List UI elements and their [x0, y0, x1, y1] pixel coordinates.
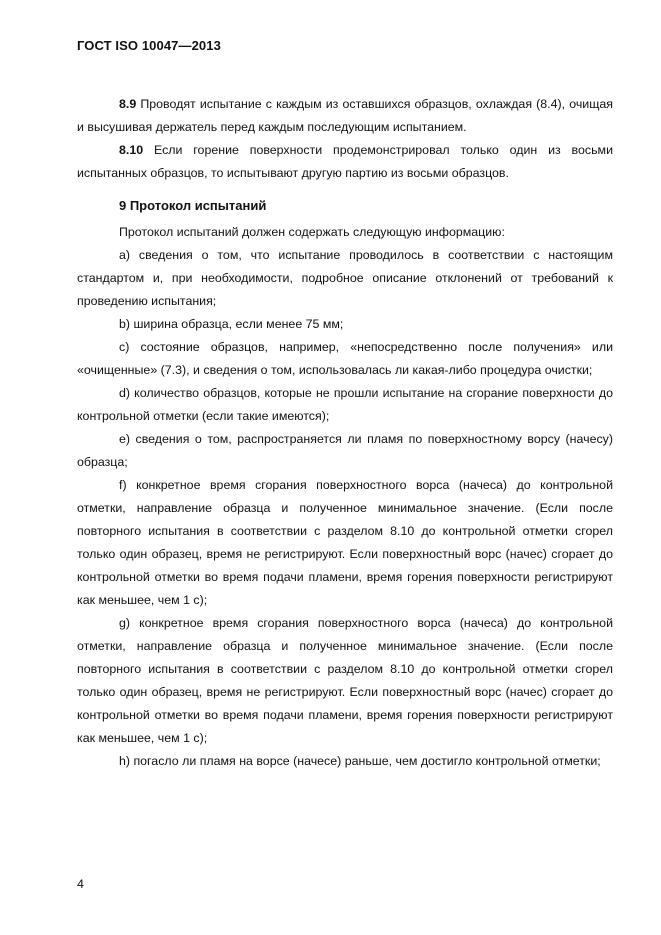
- section-title: 9 Протокол испытаний: [119, 198, 267, 213]
- list-item-g: g) конкретное время сгорания поверхностного ворса (начеса) до контрольной отметки, направление образца и полученное минимальное значение. (Если после повторного испытания в соответствии с разделом 8.10 до контрольной отметки сгорел только один образец, время не регистрируют. Если поверхностный ворс (начес) сгорает до контрольной отметки во время подачи пламени, время горения поверхности регистрируют как меньшее, чем 1 с);: [77, 616, 613, 745]
- list-item-d: d) количество образцов, которые не прошли испытание на сгорание поверхности до контрольной отметки (если такие имеются);: [77, 386, 613, 423]
- list-item-b: b) ширина образца, если менее 75 мм;: [119, 317, 344, 331]
- clause-8-10: [77, 139, 613, 185]
- list-item-c: c) состояние образцов, например, «непосредственно после получения» или «очищенные» (7.3), и сведения о том, использовалась ли какая-либо процедура очистки;: [77, 340, 613, 377]
- list-item-e: e) сведения о том, распространяется ли пламя по поверхностному ворсу (начесу) образца;: [77, 432, 613, 469]
- clause-8-9: [77, 93, 613, 139]
- page-number: 4: [77, 877, 84, 891]
- clause-number: 8.10: [119, 143, 144, 157]
- list-item-f: f) конкретное время сгорания поверхностного ворса (начеса) до контрольной отметки, направление образца и полученное минимальное значение. (Если после повторного испытания в соответствии с разделом 8.10 до контрольной отметки сгорел только один образец, время не регистрируют. Если поверхностный ворс (начес) сгорает до контрольной отметки во время подачи пламени, время горения поверхности регистрируют как меньшее, чем 1 с);: [77, 478, 613, 607]
- list-item-h: h) погасло ли пламя на ворсе (начесе) раньше, чем достигло контрольной отметки;: [119, 754, 601, 768]
- clause-number: 8.9: [119, 97, 137, 111]
- clause-text: Проводят испытание с каждым из оставшихся образцов, охлаждая (8.4), очищая и высушивая держатель перед каждым последующим испытанием.: [77, 97, 613, 134]
- section-intro: Протокол испытаний должен содержать следующую информацию:: [119, 225, 505, 239]
- list-item-a: а) сведения о том, что испытание проводилось в соответствии с настоящим стандартом и, при необходимости, подробное описание отклонений от требований к проведению испытания;: [77, 248, 613, 308]
- clause-text: Если горение поверхности продемонстрировал только один из восьми испытанных образцов, то испытывают другую партию из восьми образцов.: [77, 143, 613, 180]
- document-body: [77, 93, 613, 773]
- document-header: ГОСТ ISO 10047—2013: [77, 38, 221, 53]
